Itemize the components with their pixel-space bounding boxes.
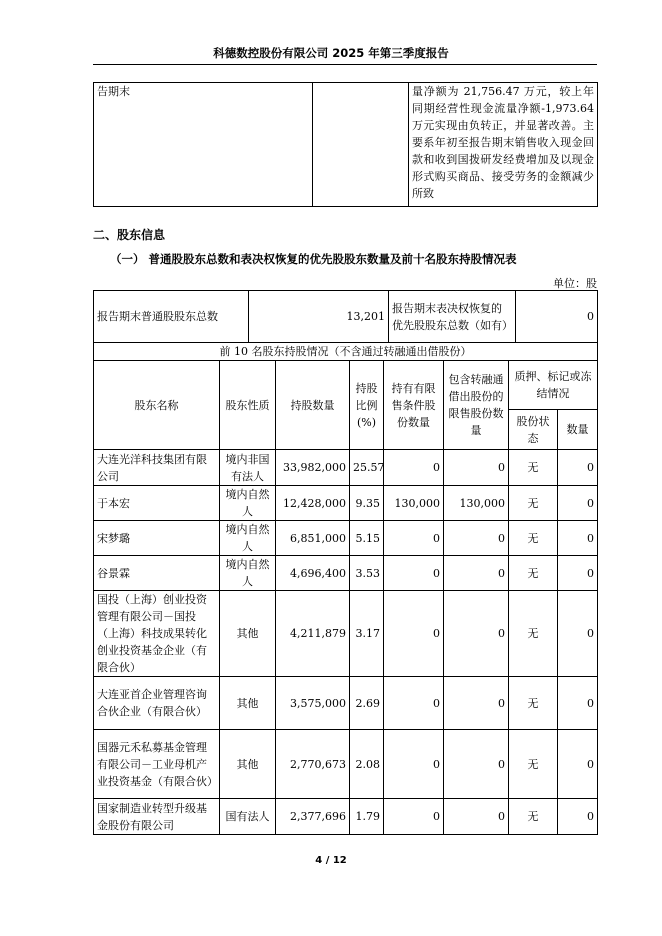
summary-table [93, 290, 598, 343]
table-row [94, 677, 598, 730]
holder-ratio: 2.69 [350, 677, 384, 730]
page-number: 4 / 12 [315, 855, 347, 866]
holder-name: 宋梦璐 [94, 521, 220, 556]
common-holders-label: 报告期末普通股股东总数 [94, 291, 249, 343]
holder-ratio: 9.35 [350, 486, 384, 521]
holder-shares: 3,575,000 [276, 677, 350, 730]
holder-restricted: 0 [384, 521, 444, 556]
holder-nature: 境内自然人 [220, 556, 276, 591]
holder-shares: 6,851,000 [276, 521, 350, 556]
holder-name: 大连光洋科技集团有限公司 [94, 450, 220, 486]
table-row [94, 450, 598, 486]
continuation-right-text: 量净额为 21,756.47 万元，较上年同期经营性现金流量净额-1,973.64 万元实现由负转正，并显著改善。主要系年初至报告期末销售收入现金回款和收到国拨研发经费增加及以现金形式购买商品、接受劳务的金额减少所致 [412, 85, 594, 200]
table-row [94, 521, 598, 556]
continuation-table [93, 82, 598, 207]
table-row [94, 556, 598, 591]
header-rule [93, 64, 597, 65]
holder-lent: 0 [444, 521, 509, 556]
holder-lent: 0 [444, 730, 509, 799]
holder-pledge-status: 无 [509, 556, 558, 591]
continuation-right-cell [409, 83, 598, 207]
holder-ratio: 5.15 [350, 521, 384, 556]
pref-holders-value: 0 [516, 291, 598, 343]
holder-ratio: 3.53 [350, 556, 384, 591]
holder-restricted: 0 [384, 677, 444, 730]
continuation-left-cell [94, 83, 313, 207]
holder-pledge-qty: 0 [558, 730, 598, 799]
holder-lent: 0 [444, 799, 509, 835]
holder-lent: 0 [444, 450, 509, 486]
holder-shares: 12,428,000 [276, 486, 350, 521]
holder-restricted: 0 [384, 450, 444, 486]
holder-shares: 2,377,696 [276, 799, 350, 835]
holder-pledge-qty: 0 [558, 450, 598, 486]
header-ratio: 持股比例(%) [350, 361, 384, 450]
holder-ratio: 3.17 [350, 591, 384, 677]
holder-nature: 其他 [220, 677, 276, 730]
table-row [94, 730, 598, 799]
table-row [94, 486, 598, 521]
holder-pledge-status: 无 [509, 486, 558, 521]
holder-pledge-status: 无 [509, 450, 558, 486]
holder-restricted: 0 [384, 591, 444, 677]
holder-shares: 4,211,879 [276, 591, 350, 677]
continuation-middle-cell [313, 83, 409, 207]
unit-label: 单位：股 [553, 277, 597, 290]
holder-shares: 33,982,000 [276, 450, 350, 486]
holder-pledge-qty: 0 [558, 591, 598, 677]
holder-name: 于本宏 [94, 486, 220, 521]
page-header-title: 科德数控股份有限公司 2025 年第三季度报告 [213, 46, 449, 60]
section-subtitle: （一） 普通股股东总数和表决权恢复的优先股股东数量及前十名股东持股情况表 [110, 252, 517, 266]
header-name: 股东名称 [94, 361, 220, 450]
header-lent: 包含转融通借出股份的限售股份数量 [444, 361, 509, 450]
holder-nature: 境内自然人 [220, 521, 276, 556]
holder-name: 谷景霖 [94, 556, 220, 591]
holder-pledge-qty: 0 [558, 521, 598, 556]
holder-name: 大连亚首企业管理咨询合伙企业（有限合伙） [94, 677, 220, 730]
holder-pledge-status: 无 [509, 730, 558, 799]
holder-pledge-qty: 0 [558, 556, 598, 591]
header-pledge-qty: 数量 [558, 410, 598, 450]
header-pledge-status: 股份状态 [509, 410, 558, 450]
holder-nature: 其他 [220, 591, 276, 677]
holder-pledge-qty: 0 [558, 799, 598, 835]
holdings-caption: 前 10 名股东持股情况（不含通过转融通出借股份） [94, 343, 598, 361]
holder-pledge-status: 无 [509, 521, 558, 556]
holder-restricted: 130,000 [384, 486, 444, 521]
holder-pledge-status: 无 [509, 799, 558, 835]
holder-nature: 境内非国有法人 [220, 450, 276, 486]
holder-shares: 4,696,400 [276, 556, 350, 591]
holder-ratio: 25.57 [350, 450, 384, 486]
holder-name: 国家制造业转型升级基金股份有限公司 [94, 799, 220, 835]
holder-restricted: 0 [384, 556, 444, 591]
table-row [94, 591, 598, 677]
common-holders-value: 13,201 [249, 291, 389, 343]
holder-pledge-qty: 0 [558, 486, 598, 521]
header-nature: 股东性质 [220, 361, 276, 450]
holder-nature: 国有法人 [220, 799, 276, 835]
holder-nature: 境内自然人 [220, 486, 276, 521]
holder-pledge-qty: 0 [558, 677, 598, 730]
holder-name: 国投（上海）创业投资管理有限公司－国投（上海）科技成果转化创业投资基金企业（有限合伙） [94, 591, 220, 677]
header-pledge-group: 质押、标记或冻结情况 [509, 361, 598, 410]
holder-shares: 2,770,673 [276, 730, 350, 799]
holder-name: 国器元禾私募基金管理有限公司－工业母机产业投资基金（有限合伙） [94, 730, 220, 799]
holder-restricted: 0 [384, 799, 444, 835]
table-row [94, 799, 598, 835]
holder-lent: 0 [444, 677, 509, 730]
header-restricted: 持有有限售条件股份数量 [384, 361, 444, 450]
header-shares: 持股数量 [276, 361, 350, 450]
holder-nature: 其他 [220, 730, 276, 799]
holder-lent: 0 [444, 591, 509, 677]
section-title: 二、股东信息 [93, 228, 166, 242]
holder-lent: 0 [444, 556, 509, 591]
pref-holders-label: 报告期末表决权恢复的优先股股东总数（如有） [389, 291, 516, 343]
holder-ratio: 1.79 [350, 799, 384, 835]
holder-pledge-status: 无 [509, 591, 558, 677]
holder-restricted: 0 [384, 730, 444, 799]
holder-pledge-status: 无 [509, 677, 558, 730]
continuation-left-text: 告期末 [97, 85, 130, 98]
holder-lent: 130,000 [444, 486, 509, 521]
holder-ratio: 2.08 [350, 730, 384, 799]
top-holders-table [93, 342, 598, 835]
